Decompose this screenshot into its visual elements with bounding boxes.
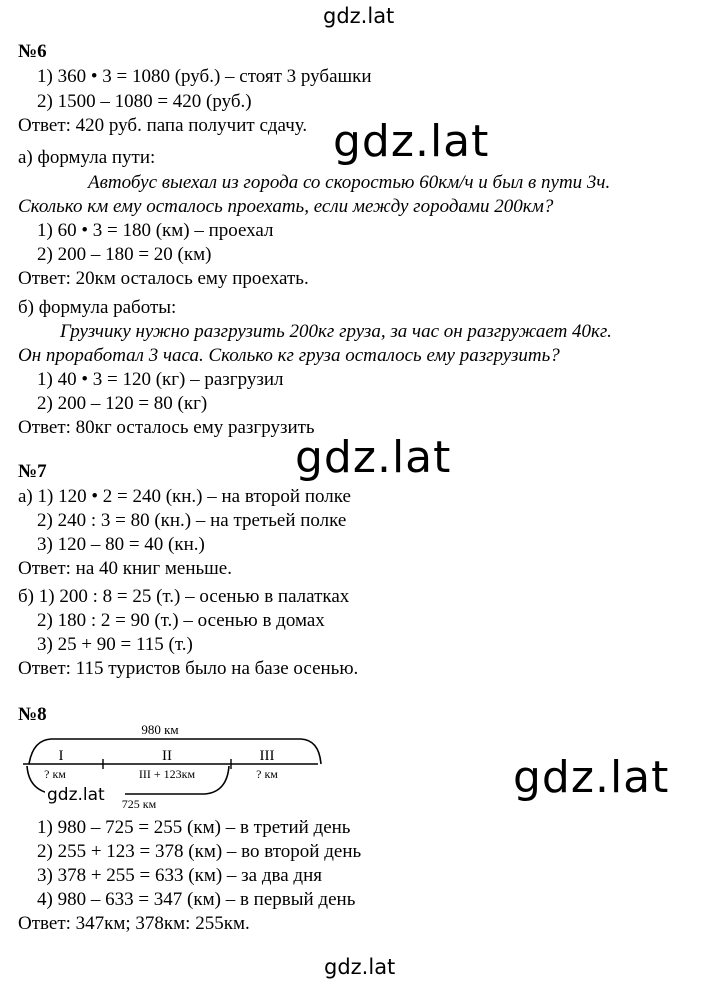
task6b-title: б) формула работы: [18,297,177,318]
task7a-step2: 2) 240 : 3 = 80 (кн.) – на третьей полке [37,510,347,531]
task6b-text-1: Грузчику нужно разгрузить 200кг груза, за час он разгружает 40кг. [60,321,612,342]
task6b-answer: Ответ: 80кг осталось ему разгрузить [18,417,315,438]
task8-step2: 2) 255 + 123 = 378 (км) – во второй день [37,841,362,862]
watermark-bottom: gdz.lat [324,955,396,979]
diagram-under-1: ? км [44,767,66,781]
diagram-segment-3: III [259,748,275,764]
task8-step3: 3) 378 + 255 = 633 (км) – за два дня [37,865,322,886]
task8-step1: 1) 980 – 725 = 255 (км) – в третий день [37,817,351,838]
task7a-answer: Ответ: на 40 книг меньше. [18,558,232,579]
watermark-top: gdz.lat [323,4,395,28]
task8-answer: Ответ: 347км; 378км: 255км. [18,913,250,934]
task6a-text-2: Сколько км ему осталось проехать, если между городами 200км? [18,196,554,217]
task6a-step1: 1) 60 • 3 = 180 (км) – проехал [37,220,274,241]
diagram-segment-2: II [162,748,172,764]
diagram-total-arc [29,739,321,764]
diagram-segment-1: I [58,748,64,764]
task6b-step1: 1) 40 • 3 = 120 (кг) – разгрузил [37,369,284,390]
watermark-big-2: gdz.lat [295,432,452,483]
task6a-title: а) формула пути: [18,147,156,168]
task6-answer: Ответ: 420 руб. папа получит сдачу. [18,115,308,136]
diagram-under-2: III + 123км [138,767,196,781]
task6a-step2: 2) 200 – 180 = 20 (км) [37,244,212,265]
diagram-under-3: ? км [256,767,278,781]
watermark-big-1: gdz.lat [333,116,490,167]
diagram-watermark: gdz.lat [47,785,105,805]
task6a-text-1: Автобус выехал из города со скоростью 60км/ч и был в пути 3ч. [88,172,611,193]
task7b-step3: 3) 25 + 90 = 115 (т.) [37,634,193,655]
task6-step2: 2) 1500 – 1080 = 420 (руб.) [37,91,252,112]
task7b-step2: 2) 180 : 2 = 90 (т.) – осенью в домах [37,610,325,631]
task6-header: №6 [18,41,47,62]
distance-diagram [15,720,335,812]
diagram-total-label: 980 км [141,722,179,737]
diagram-sum-label: 725 км [121,797,157,811]
task7-header: №7 [18,461,47,482]
task7b-step1: б) 1) 200 : 8 = 25 (т.) – осенью в палатках [18,586,350,607]
task7b-answer: Ответ: 115 туристов было на базе осенью. [18,658,359,679]
watermark-big-3: gdz.lat [513,752,670,803]
task7a-step3: 3) 120 – 80 = 40 (кн.) [37,534,205,555]
task6a-answer: Ответ: 20км осталось ему проехать. [18,268,309,289]
task6b-text-2: Он проработал 3 часа. Сколько кг груза осталось ему разгрузить? [18,345,560,366]
task8-header: №8 [18,704,47,725]
task6-step1: 1) 360 • 3 = 1080 (руб.) – стоят 3 рубашки [37,66,372,87]
task6b-step2: 2) 200 – 120 = 80 (кг) [37,393,208,414]
task8-step4: 4) 980 – 633 = 347 (км) – в первый день [37,889,356,910]
task7a-step1: а) 1) 120 • 2 = 240 (кн.) – на второй полке [18,486,351,507]
